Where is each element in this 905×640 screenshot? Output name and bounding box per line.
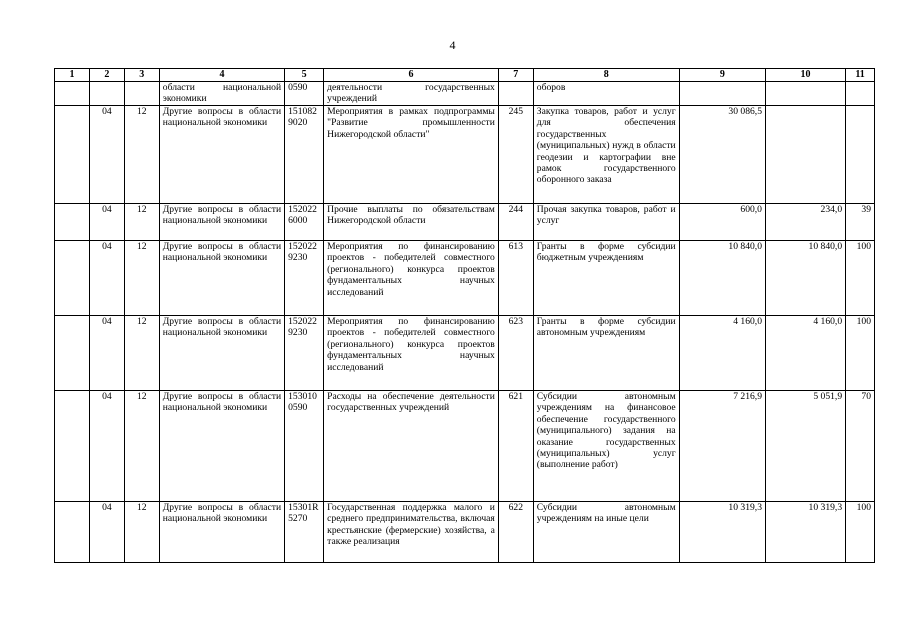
cell-expense-name: Закупка товаров, работ и услуг для обеспечения государственных (муниципальных) нужд в области геодезии и картографии вне рамок государственного оборонного заказа (533, 106, 679, 204)
cell-section-name: Другие вопросы в области национальной экономики (159, 391, 284, 502)
cell-executed: 10 840,0 (765, 241, 845, 316)
table-row (55, 204, 875, 241)
cell-planned: 4 160,0 (679, 316, 765, 391)
cell-subsection: 12 (124, 241, 159, 316)
table-row (55, 502, 875, 563)
cell-col-1 (55, 241, 90, 316)
column-header: 11 (846, 69, 875, 82)
cell-target-code: 0590 (285, 82, 324, 106)
cell-subsection: 12 (124, 316, 159, 391)
cell-section: 04 (89, 204, 124, 241)
cell-executed: 234,0 (765, 204, 845, 241)
cell-percent (846, 82, 875, 106)
cell-subsection: 12 (124, 106, 159, 204)
cell-target-code: 152022 6000 (285, 204, 324, 241)
cell-col-1 (55, 204, 90, 241)
column-header: 7 (498, 69, 533, 82)
column-header: 4 (159, 69, 284, 82)
column-header: 9 (679, 69, 765, 82)
cell-percent: 100 (846, 316, 875, 391)
cell-expense-name: Гранты в форме субсидии бюджетным учреждениям (533, 241, 679, 316)
cell-target-code: 151082 9020 (285, 106, 324, 204)
cell-col-1 (55, 391, 90, 502)
table-row (55, 82, 875, 106)
cell-percent: 100 (846, 502, 875, 563)
cell-section-name: области национальной экономики (159, 82, 284, 106)
column-header: 10 (765, 69, 845, 82)
cell-expense-name: Субсидии автономным учреждениям на иные цели (533, 502, 679, 563)
cell-planned: 10 319,3 (679, 502, 765, 563)
cell-target-code: 152022 9230 (285, 316, 324, 391)
cell-section-name: Другие вопросы в области национальной экономики (159, 204, 284, 241)
cell-planned: 10 840,0 (679, 241, 765, 316)
cell-target-name: Мероприятия по финансированию проектов - победителей совместного (регионального) конкурса проектов фундаментальных научных исследований (324, 241, 499, 316)
cell-target-code: 153010 0590 (285, 391, 324, 502)
cell-percent: 100 (846, 241, 875, 316)
cell-section-name: Другие вопросы в области национальной экономики (159, 106, 284, 204)
cell-expense-name: Субсидии автономным учреждениям на финансовое обеспечение государственного (муниципального) задания на оказание государственных (муниципальных) услуг (выполнение работ) (533, 391, 679, 502)
cell-target-name: Прочие выплаты по обязательствам Нижегородской области (324, 204, 499, 241)
cell-col-1 (55, 106, 90, 204)
cell-col-1 (55, 316, 90, 391)
cell-subsection: 12 (124, 204, 159, 241)
cell-planned: 30 086,5 (679, 106, 765, 204)
cell-planned (679, 82, 765, 106)
cell-expense-name: Гранты в форме субсидии автономным учреждениям (533, 316, 679, 391)
cell-section: 04 (89, 502, 124, 563)
cell-section: 04 (89, 106, 124, 204)
cell-section (89, 82, 124, 106)
cell-percent: 39 (846, 204, 875, 241)
cell-target-code: 152022 9230 (285, 241, 324, 316)
cell-expense-type: 613 (498, 241, 533, 316)
cell-target-name: Мероприятия в рамках подпрограммы "Развитие промышленности Нижегородской области" (324, 106, 499, 204)
cell-subsection (124, 82, 159, 106)
cell-expense-name: Прочая закупка товаров, работ и услуг (533, 204, 679, 241)
cell-percent (846, 106, 875, 204)
table-row (55, 391, 875, 502)
cell-executed: 5 051,9 (765, 391, 845, 502)
cell-planned: 600,0 (679, 204, 765, 241)
column-header: 3 (124, 69, 159, 82)
column-header-row (55, 69, 875, 82)
cell-subsection: 12 (124, 502, 159, 563)
column-header: 8 (533, 69, 679, 82)
cell-subsection: 12 (124, 391, 159, 502)
table-row (55, 241, 875, 316)
cell-planned: 7 216,9 (679, 391, 765, 502)
cell-executed (765, 106, 845, 204)
column-header: 1 (55, 69, 90, 82)
cell-section: 04 (89, 241, 124, 316)
cell-expense-type: 245 (498, 106, 533, 204)
cell-col-1 (55, 82, 90, 106)
cell-target-code: 15301R 5270 (285, 502, 324, 563)
cell-section-name: Другие вопросы в области национальной экономики (159, 241, 284, 316)
cell-expense-type: 622 (498, 502, 533, 563)
table-row (55, 106, 875, 204)
cell-section: 04 (89, 391, 124, 502)
column-header: 6 (324, 69, 499, 82)
cell-percent: 70 (846, 391, 875, 502)
cell-target-name: деятельности государственных учреждений (324, 82, 499, 106)
table-row (55, 316, 875, 391)
cell-col-1 (55, 502, 90, 563)
cell-target-name: Расходы на обеспечение деятельности государственных учреждений (324, 391, 499, 502)
cell-executed (765, 82, 845, 106)
cell-section: 04 (89, 316, 124, 391)
cell-target-name: Государственная поддержка малого и среднего предпринимательства, включая крестьянские (фермерские) хозяйства, а также реализация (324, 502, 499, 563)
cell-executed: 4 160,0 (765, 316, 845, 391)
cell-expense-type: 244 (498, 204, 533, 241)
cell-expense-type: 621 (498, 391, 533, 502)
cell-section-name: Другие вопросы в области национальной экономики (159, 316, 284, 391)
column-header: 5 (285, 69, 324, 82)
cell-executed: 10 319,3 (765, 502, 845, 563)
cell-expense-type: 623 (498, 316, 533, 391)
cell-expense-name: оборов (533, 82, 679, 106)
budget-table (54, 68, 875, 563)
cell-target-name: Мероприятия по финансированию проектов - победителей совместного (регионального) конкурса проектов фундаментальных научных исследований (324, 316, 499, 391)
column-header: 2 (89, 69, 124, 82)
cell-section-name: Другие вопросы в области национальной экономики (159, 502, 284, 563)
page-number: 4 (449, 38, 456, 52)
cell-expense-type (498, 82, 533, 106)
